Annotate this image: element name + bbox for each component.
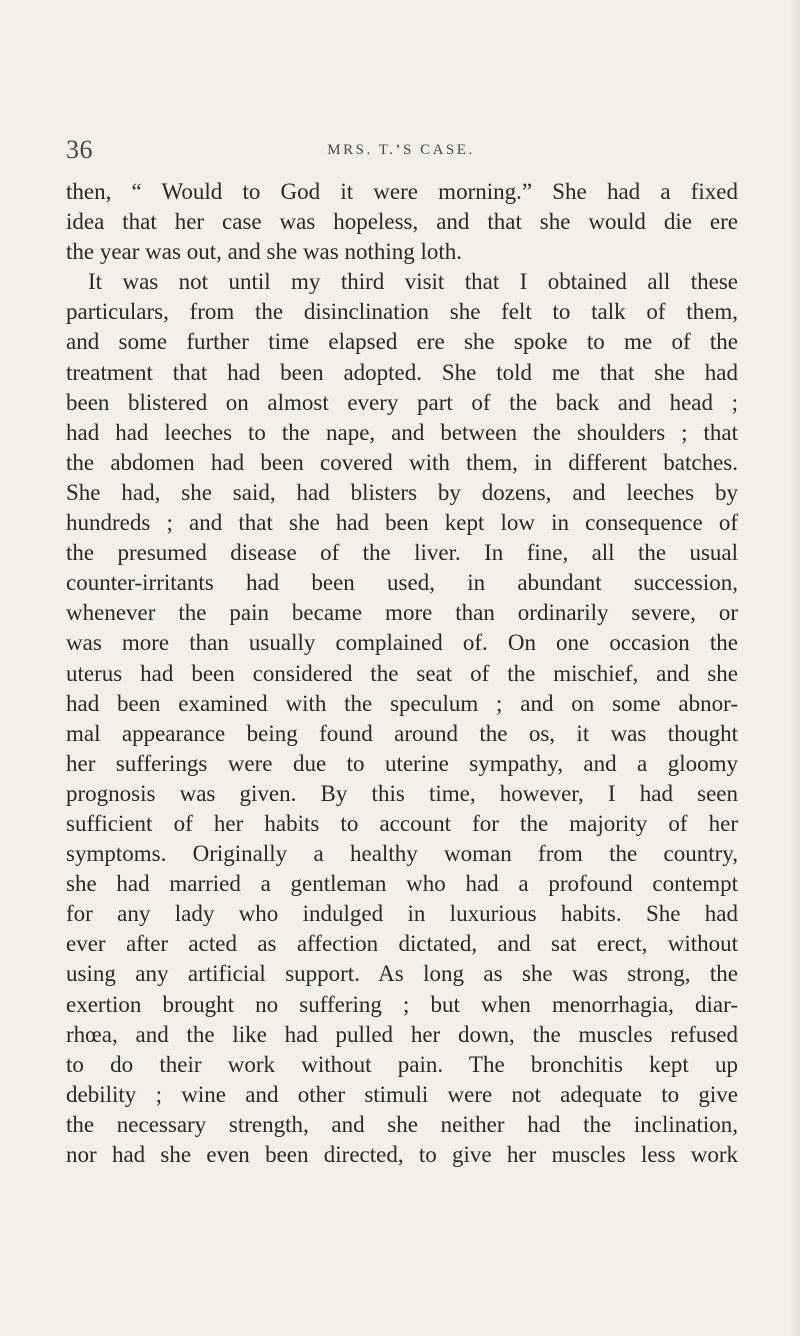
- text-line: nor had she even been directed, to give her muscles less work: [66, 1142, 738, 1167]
- text-line: whenever the pain became more than ordinarily severe, or: [66, 600, 738, 626]
- text-line: been blistered on almost every part of the back and head ;: [66, 389, 738, 415]
- text-line: for any lady who indulged in luxurious habits. She had: [66, 901, 738, 927]
- text-line: mal appearance being found around the os, it was thought: [66, 720, 738, 746]
- text-line: It was not until my third visit that I obtained all these: [88, 269, 738, 295]
- page-header: [66, 132, 736, 168]
- text-line: the presumed disease of the liver. In fine, all the usual: [66, 540, 738, 566]
- text-line: prognosis was given. By this time, however, I had seen: [66, 780, 738, 806]
- text-line: debility ; wine and other stimuli were not adequate to give: [66, 1081, 738, 1107]
- text-line: uterus had been considered the seat of the mischief, and she: [66, 660, 738, 686]
- body-text: [66, 177, 738, 1170]
- text-line: she had married a gentleman who had a profound contempt: [66, 871, 738, 897]
- text-line: the necessary strength, and she neither had the inclination,: [66, 1111, 738, 1137]
- text-line: and some further time elapsed ere she spoke to me of the: [66, 329, 738, 355]
- text-line: counter-irritants had been used, in abundant succession,: [66, 570, 738, 596]
- text-line: the year was out, and she was nothing loth.: [66, 239, 463, 265]
- text-line: hundreds ; and that she had been kept low in consequence of: [66, 510, 738, 536]
- text-line: had had leeches to the nape, and between the shoulders ; that: [66, 419, 738, 445]
- text-line: ever after acted as affection dictated, and sat erect, without: [66, 931, 738, 957]
- text-line: then, “ Would to God it were morning.” She had a fixed: [66, 179, 738, 204]
- text-line: treatment that had been adopted. She told me that she had: [66, 359, 738, 385]
- text-line: rhœa, and the like had pulled her down, the muscles refused: [66, 1021, 738, 1047]
- text-line: symptoms. Originally a healthy woman from the country,: [66, 841, 738, 867]
- page-number: 36: [66, 135, 93, 164]
- text-line: sufficient of her habits to account for the majority of her: [66, 810, 738, 836]
- text-line: the abdomen had been covered with them, in different batches.: [66, 449, 738, 475]
- text-line: her sufferings were due to uterine sympathy, and a gloomy: [66, 750, 738, 776]
- text-line: exertion brought no suffering ; but when menorrhagia, diar-: [66, 991, 738, 1017]
- running-title: MRS. T.’S CASE.: [327, 142, 475, 158]
- text-line: She had, she said, had blisters by dozens, and leeches by: [66, 479, 738, 505]
- text-line: had been examined with the speculum ; and on some abnor-: [66, 690, 738, 716]
- text-line: particulars, from the disinclination she felt to talk of them,: [66, 299, 738, 325]
- text-line: was more than usually complained of. On one occasion the: [66, 630, 738, 656]
- text-line: to do their work without pain. The bronchitis kept up: [66, 1051, 738, 1077]
- text-line: idea that her case was hopeless, and that she would die ere: [66, 209, 738, 235]
- page-edge-shadow: [788, 0, 800, 1336]
- text-line: using any artificial support. As long as she was strong, the: [66, 961, 738, 987]
